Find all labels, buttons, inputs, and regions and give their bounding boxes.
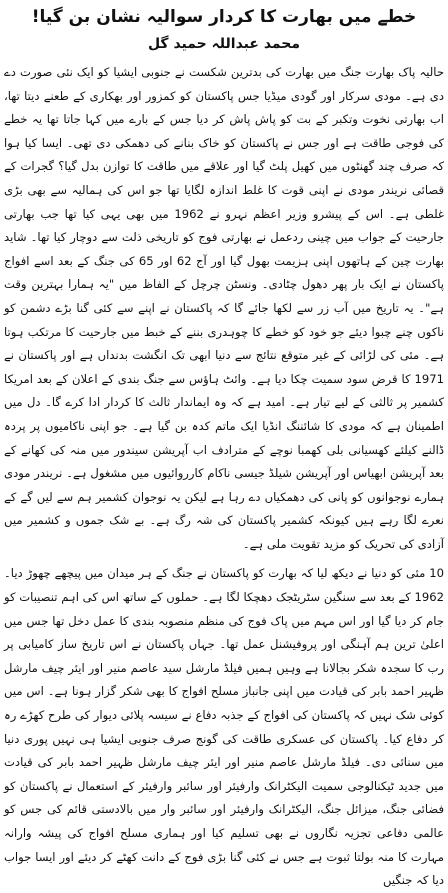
article-headline: خطے میں بھارت کا کردار سوالیہ نشان بن گیا! [31,7,417,27]
article-paragraph: 10 مئی کو دنیا نے دیکھ لیا کہ بھارت کو پاکستان نے جنگ کے ہر میدان میں پیچھے چھوڑ دیا۔ 1962 کے بعد سے سنگین سٹریٹجک دھچکا لگا ہے۔ حملوں کے ساتھ اس کی اہم تنصیبات کو جام کر دیا گیا اور اس مہم میں پاک فوج کی منظم منصوبہ بندی کا عمل دخل تھا جس میں اعلیٰ ترین ہم آہنگی اور پروفیشنل عمل تھا۔ جہاں پاکستان نے اس تاریخ ساز کامیابی پر رب کا سجدہ شکر بجالانا ہے وہیں ہمیں فیلڈ مارشل سید عاصم منیر اور ایئر چیف مارشل ظہیر احمد بابر کی قیادت میں اپنی جانباز مسلح افواج کا بھی شکر گزار ہونا ہے۔ اس میں کوئی شک نہیں کہ پاکستان کی افواج کے جذبہ دفاع نے سیسہ پلائی دیوار کی طرح کھڑے رہ کر دفاع کیا۔ پاکستان کی عسکری طاقت کی گونج صرف جنوبی ایشیا ہی نہیں پوری دنیا میں سنائی دی۔ فیلڈ مارشل عاصم منیر اور ایئر چیف مارشل ظہیر احمد بابر کی قیادت میں جدید ٹیکنالوجی سمیت الیکٹرانک وارفیئر اور سائبر وارفیئر کے استعمال نے پاکستان کو فضائی جنگ، میزائل جنگ، الیکٹرانک وارفیئر اور سائبر وار میں بالادستی قائم کی جس کو عالمی دفاعی تجزیہ نگاروں نے بھی تسلیم کیا اور ہماری مسلح افواج کی پیشہ وارانہ مہارت کا منہ بولتا ثبوت ہے جس نے کئی گنا بڑی فوج کے دانت کھٹے کر دیئے اور ایسا جواب دیا کہ جنگیں [4,566,444,888]
author-byline: محمد عبداللہ حمید گل [147,36,301,52]
article-paragraph: حالیہ پاک بھارت جنگ میں بھارت کی بدترین شکست نے جنوبی ایشیا کو ایک نئی صورت دے دی ہے۔ مودی سرکار اور گودی میڈیا جس پاکستان کو کمزور اور بھکاری کے طعنے دیتا تھا، اب بھارتی نخوت وتکبر کے بت کو پاش پاش کر دیا جس کے بارے میں کہا جاتا تھا یہ خطے کی فوجی طاقت ہے اور جس نے پاکستان کو خاک بنانے کی دھمکی دی تھی۔ ایسا کیا ہوا کہ صرف چند گھنٹوں میں کھیل پلٹ گیا اور علاقے میں طاقت کا توازن بدل گیا؟ گجرات کے قصائی نریندر مودی نے اپنی قوت کا غلط اندازہ لگایا تھا جو اس کی ہمالیہ سے بھی بڑی غلطی ہے۔ اس کے پیشرو وزیر اعظم نہرو نے 1962 میں بھی یہی کیا تھا جب بھارتی جارحیت کے جواب میں چینی ردعمل نے بھارتی فوج کو تاریخی ذلت سے دوچار کیا تھا۔ شاید بھارت چین کے ہاتھوں اپنی ہزیمت بھول گیا اور آج 62 اور 65 کی جنگ کے بعد اسے افواج پاکستان نے ایک بار پھر دھول چٹادی۔ ونسٹن چرچل کے الفاظ میں "یہ ہمارا بہترین وقت ہے"۔ یہ تاریخ میں آب زر سے لکھا جائے گا کہ پاکستان نے اپنے سے کئی گنا بڑے دشمن کو ناکوں چنے چبوا دیئے جو خود کو خطے کا چوہدری بننے کے خبط میں جارحیت کا مرتکب ہوتا ہے۔ مئی کی لڑائی کے غیر متوقع نتائج سے دنیا ابھی تک انگشت بدنداں ہے اور پاکستان نے 1971 کا قرض سود سمیت چکا دیا ہے۔ وائٹ ہاؤس سے جنگ بندی کے اعلان کے بعد امریکا کشمیر پر ثالثی کے لیے تیار ہے۔ امید ہے کہ وہ ایماندار ثالث کا کردار ادا کرے گا۔ دل میں اطمینان ہے کہ مودی کا شائننگ انڈیا ایک ماتم کدہ بن گیا ہے۔ جو اپنی ناکامیوں پر پردہ ڈالنے کیلئے کھسیانی بلی کھمبا نوچے کے مترادف اب آپریشن سیندور میں منہ کی کھانے کے بعد آپریشن ابھیاس اور آپریشن شیلڈ جیسی ناکام کارروائیوں میں مشغول ہے۔ نریندر مودی ہمارے نوجوانوں کو پانی کی دھمکیاں دے رہا ہے لیکن یہ نوجوان کشمیر ہم سے لیں گے کے نعرے لگا رہے ہیں کیونکہ کشمیر پاکستان کی شہ رگ ہے۔ بے شک جموں و کشمیر میں آزادی کی تحریک کو مزید تقویت ملی ہے۔ [4,65,444,551]
